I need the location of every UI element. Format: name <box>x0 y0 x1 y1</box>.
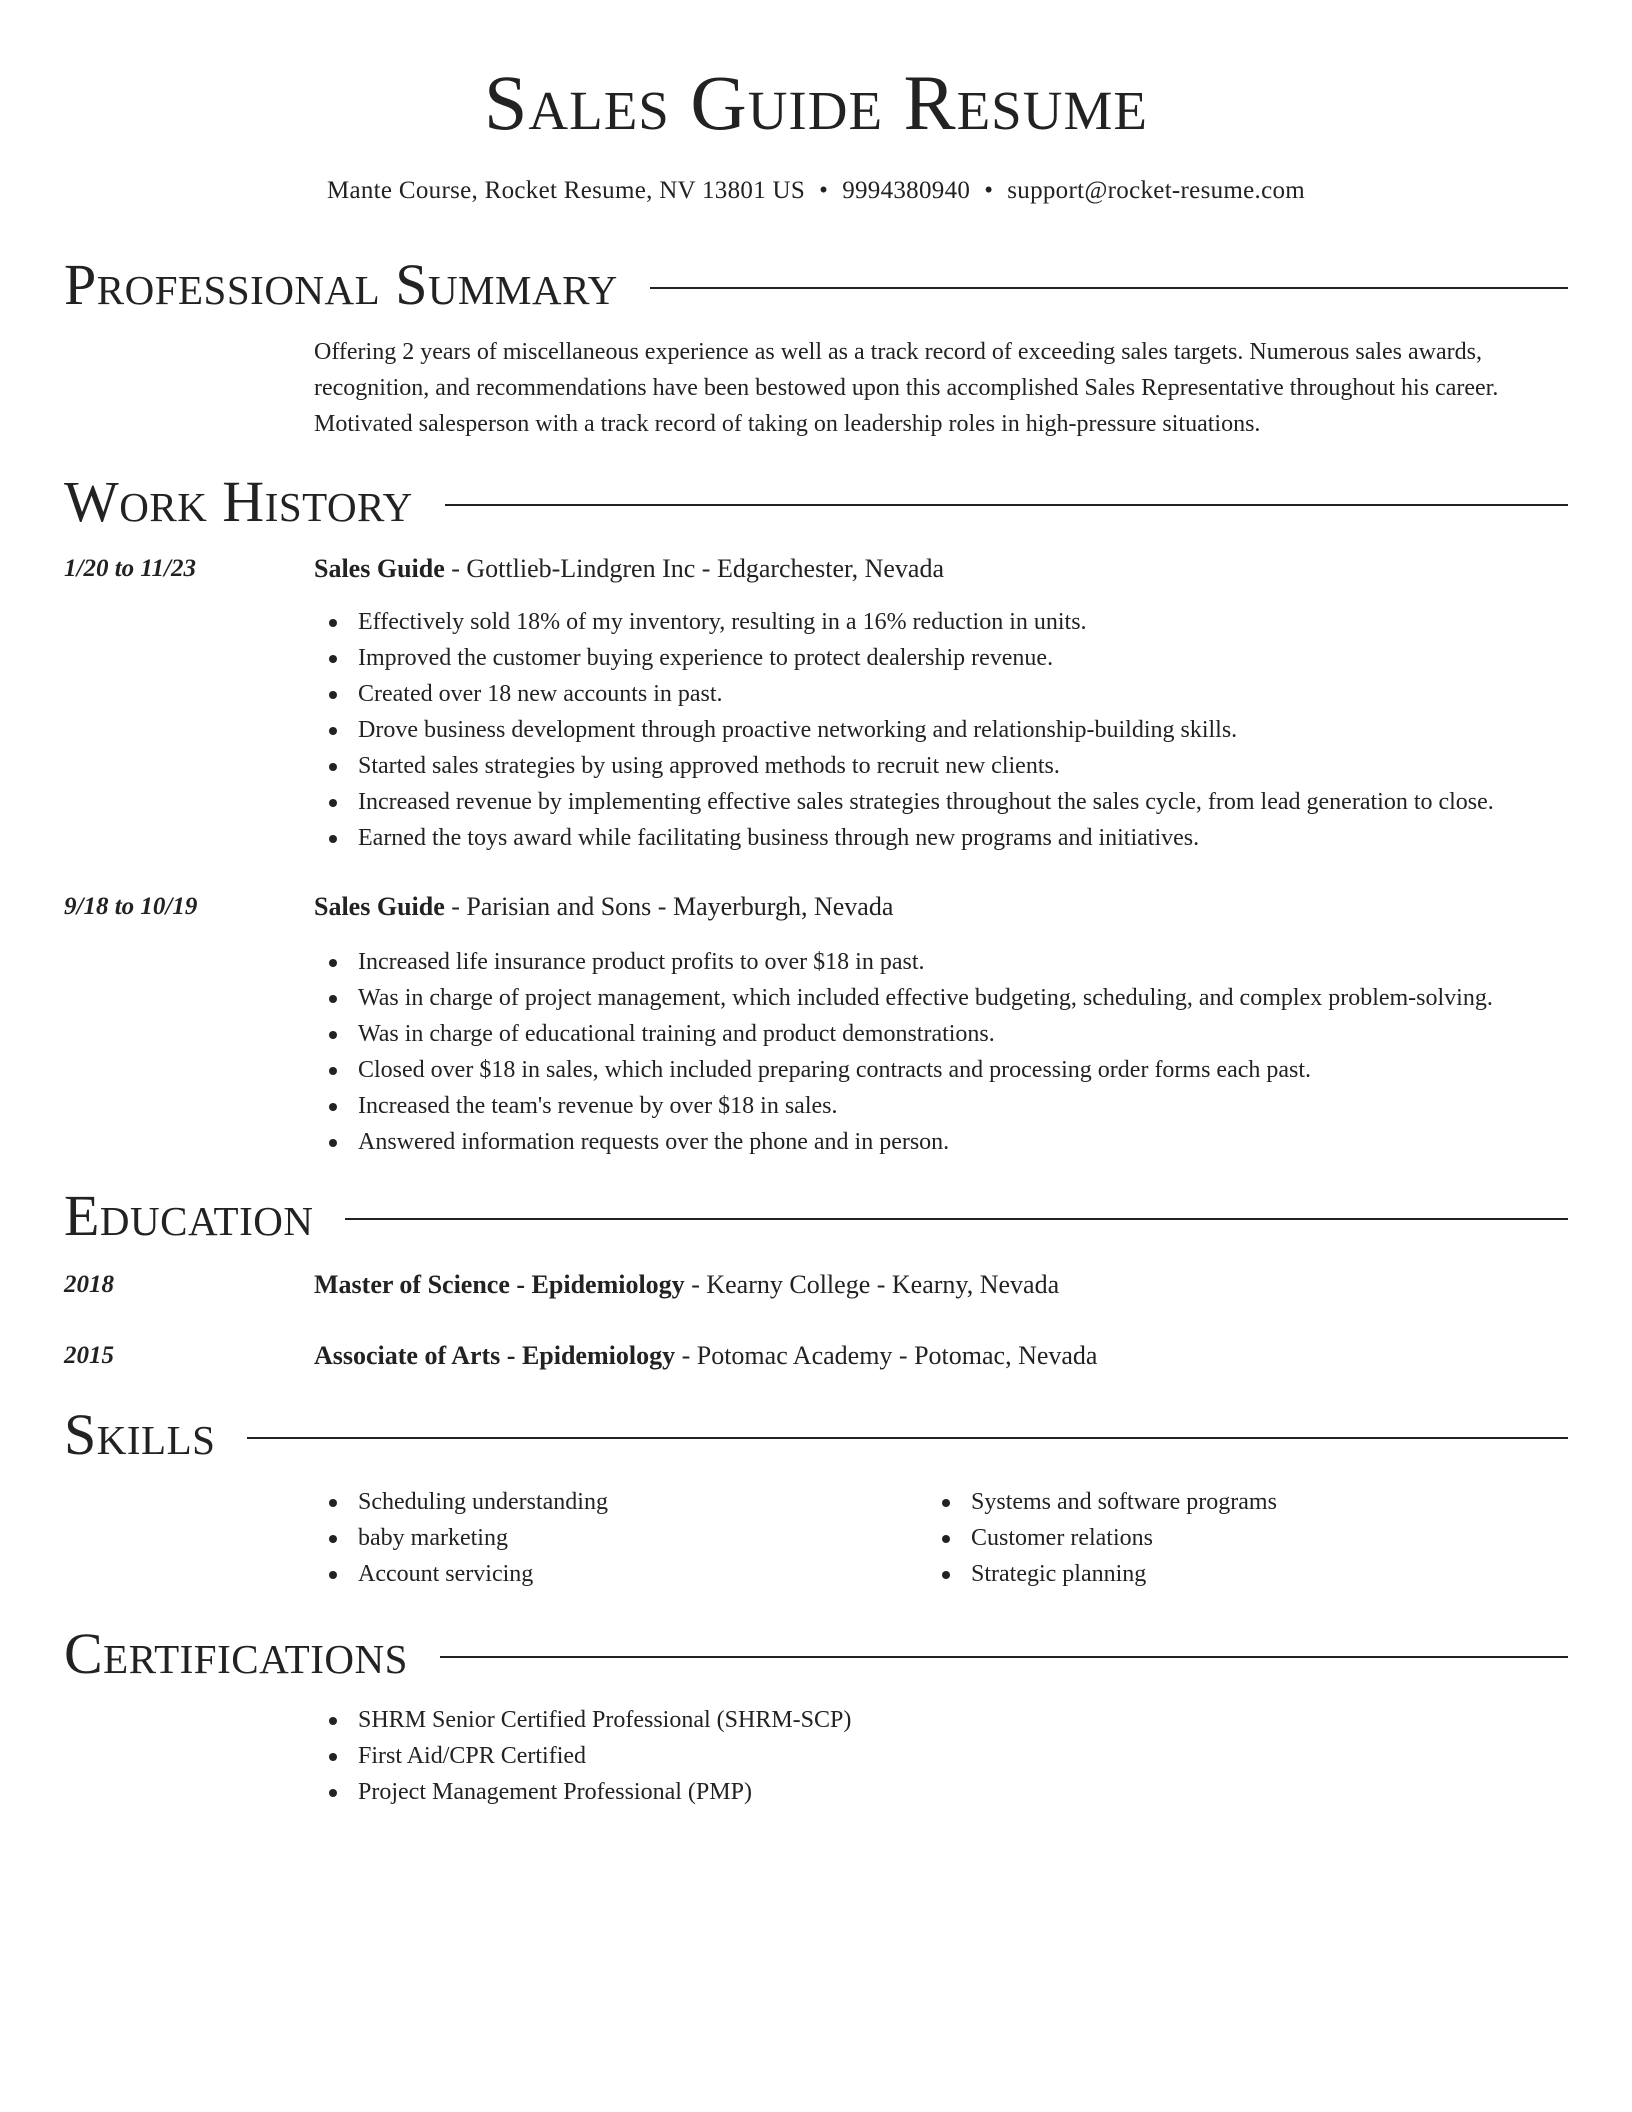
contact-phone: 9994380940 <box>842 177 971 204</box>
section-divider <box>345 1218 1568 1220</box>
certifications-list <box>314 1702 851 1810</box>
education-year: 2015 <box>64 1342 114 1369</box>
contact-separator: • <box>819 177 829 204</box>
list-item: Improved the customer buying experience to protect dealership revenue. <box>314 640 1494 676</box>
list-item: Created over 18 new accounts in past. <box>314 676 1494 712</box>
list-item: Scheduling understanding <box>314 1484 608 1520</box>
list-item: Project Management Professional (PMP) <box>314 1774 851 1810</box>
contact-separator: • <box>984 177 994 204</box>
education-details: - Kearny College - Kearny, Nevada <box>684 1270 1060 1299</box>
education-degree: Master of Science - Epidemiology <box>314 1270 685 1299</box>
summary-text: Offering 2 years of miscellaneous experience as well as a track record of exceeding sales targets. Numerous sales awards, recognition, and recommendations have been bestowed upon this accomplished Sales Representative throughout his career. Motivated salesperson with a track record of taking on leadership roles in high-pressure situations. <box>314 339 1499 437</box>
job-dates: 1/20 to 11/23 <box>64 555 196 582</box>
section-divider <box>445 504 1568 506</box>
list-item: Systems and software programs <box>927 1484 1277 1520</box>
section-divider <box>650 287 1568 289</box>
list-item: baby marketing <box>314 1520 608 1556</box>
education-heading <box>314 1268 1059 1302</box>
section-header-summary <box>64 252 1568 318</box>
education-heading <box>314 1339 1097 1373</box>
list-item: Answered information requests over the phone and in person. <box>314 1124 1493 1160</box>
section-title: Work History <box>64 469 413 534</box>
list-item: SHRM Senior Certified Professional (SHRM-SCP) <box>314 1702 851 1738</box>
job-role: Sales Guide <box>314 892 445 921</box>
list-item: Closed over $18 in sales, which included preparing contracts and processing order forms each past. <box>314 1052 1493 1088</box>
job-bullets <box>314 604 1494 856</box>
list-item: Started sales strategies by using approved methods to recruit new clients. <box>314 748 1494 784</box>
section-header-certifications <box>64 1621 1568 1687</box>
section-title: Education <box>64 1183 314 1248</box>
list-item: Increased revenue by implementing effective sales strategies throughout the sales cycle, from lead generation to close. <box>314 784 1494 820</box>
list-item: Increased the team's revenue by over $18 in sales. <box>314 1088 1493 1124</box>
job-bullets <box>314 944 1493 1160</box>
list-item: Earned the toys award while facilitating business through new programs and initiatives. <box>314 820 1494 856</box>
skills-list-left <box>314 1484 608 1592</box>
contact-email: support@rocket-resume.com <box>1007 177 1306 204</box>
section-title: Professional Summary <box>64 252 618 317</box>
list-item: First Aid/CPR Certified <box>314 1738 851 1774</box>
education-degree: Associate of Arts - Epidemiology <box>314 1341 676 1370</box>
section-divider <box>247 1437 1568 1439</box>
job-dates: 9/18 to 10/19 <box>64 893 198 920</box>
job-role: Sales Guide <box>314 554 445 583</box>
section-header-education <box>64 1183 1568 1249</box>
job-heading <box>314 890 893 924</box>
job-heading <box>314 552 944 586</box>
list-item: Strategic planning <box>927 1556 1277 1592</box>
skills-list-right <box>927 1484 1277 1592</box>
job-details: - Parisian and Sons - Mayerburgh, Nevada <box>444 892 894 921</box>
list-item: Drove business development through proactive networking and relationship-building skills. <box>314 712 1494 748</box>
section-header-skills <box>64 1402 1568 1468</box>
list-item: Was in charge of educational training and product demonstrations. <box>314 1016 1493 1052</box>
list-item: Effectively sold 18% of my inventory, resulting in a 16% reduction in units. <box>314 604 1494 640</box>
contact-address: Mante Course, Rocket Resume, NV 13801 US <box>326 177 806 204</box>
list-item: Account servicing <box>314 1556 608 1592</box>
list-item: Increased life insurance product profits to over $18 in past. <box>314 944 1493 980</box>
section-title: Skills <box>64 1402 216 1467</box>
education-details: - Potomac Academy - Potomac, Nevada <box>675 1341 1098 1370</box>
list-item: Was in charge of project management, which included effective budgeting, scheduling, and complex problem-solving. <box>314 980 1493 1016</box>
section-divider <box>440 1656 1568 1658</box>
section-header-work-history <box>64 469 1568 535</box>
resume-title: Sales Guide Resume <box>484 59 1148 146</box>
job-details: - Gottlieb-Lindgren Inc - Edgarchester, Nevada <box>444 554 944 583</box>
education-year: 2018 <box>64 1271 114 1298</box>
contact-line <box>0 174 1632 208</box>
list-item: Customer relations <box>927 1520 1277 1556</box>
section-title: Certifications <box>64 1621 408 1686</box>
